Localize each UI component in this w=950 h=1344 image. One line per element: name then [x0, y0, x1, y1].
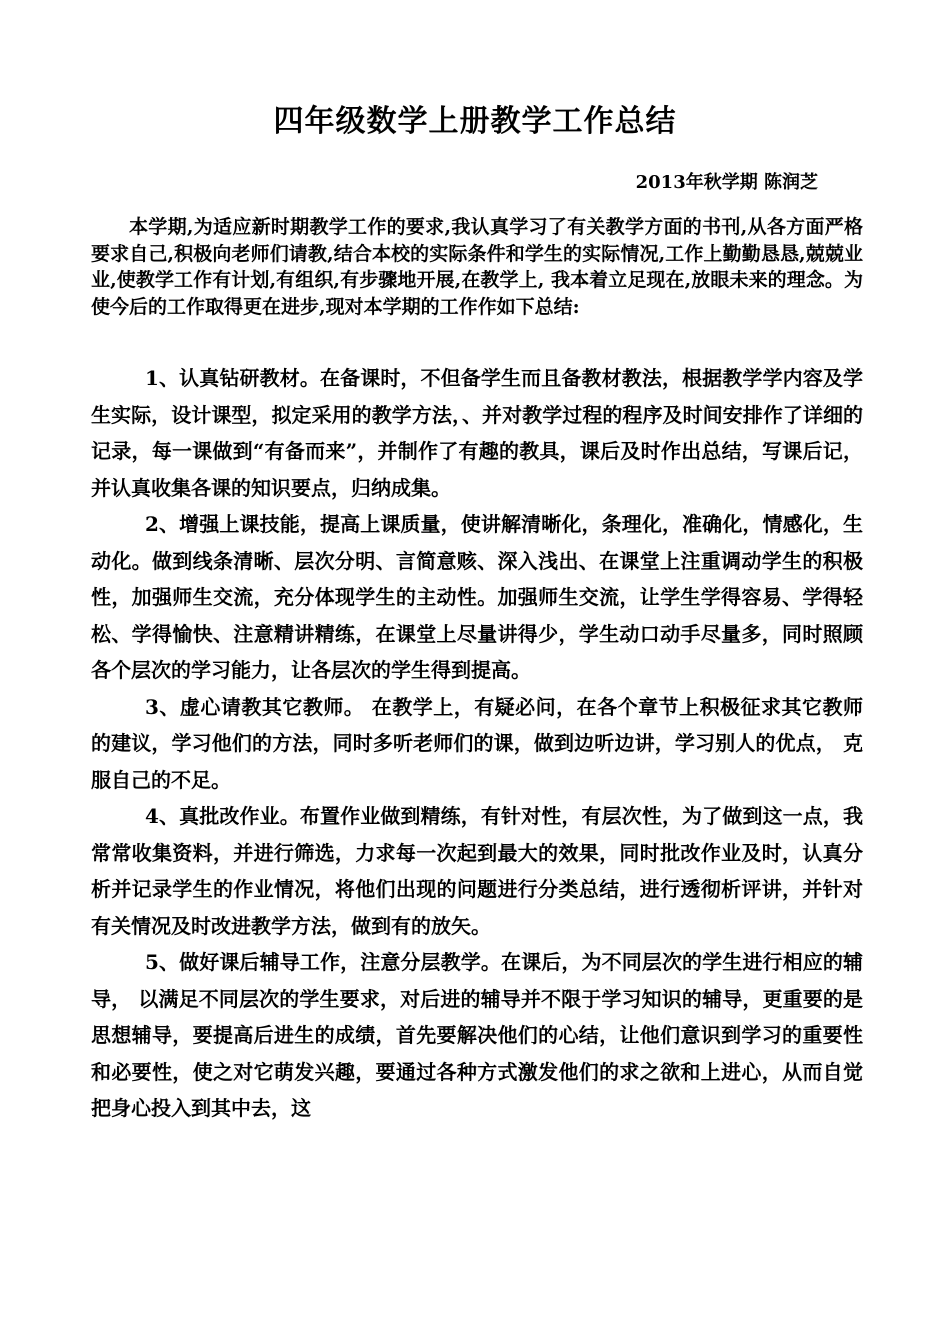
intro-paragraph: 本学期,为适应新时期教学工作的要求,我认真学习了有关教学方面的书刊,从各方面严格要求自己,积极向老师们请教,结合本校的实际条件和学生的实际情况,工作上勤勤恳恳,兢兢业业,使教学工作有计划,有组织,有步骤地开展,在教学上, 我本着立足现在,放眼未来的理念。为使今后的工作取得更在进步,现对本学期的工作作如下总结:: [91, 216, 863, 318]
paragraph-item-3: 3、虚心请教其它教师。 在教学上，有疑必问，在各个章节上积极征求其它教师的建议，学习他们的方法，同时多听老师们的课，做到边听边讲，学习别人的优点， 克服自己的不足。: [91, 694, 863, 792]
paragraph-item-2: 2、增强上课技能，提高上课质量，使讲解清晰化，条理化，准确化，情感化，生动化。做到线条清晰、层次分明、言简意赅、深入浅出、在课堂上注重调动学生的积极性，加强师生交流，充分体现学生的主动性。加强师生交流，让学生学得容易、学得轻松、学得愉快、注意精讲精练，在课堂上尽量讲得少，学生动口动手尽量多，同时照顾各个层次的学习能力，让各层次的学生得到提高。: [91, 512, 863, 682]
paragraph-item-4: 4、真批改作业。布置作业做到精练，有针对性，有层次性，为了做到这一点，我常常收集资料，并进行筛选，力求每一次起到最大的效果，同时批改作业及时，认真分析并记录学生的作业情况，将他们出现的问题进行分类总结，进行透彻析评讲，并针对有关情况及时改进教学方法，做到有的放矢。: [91, 804, 863, 938]
paragraph-item-5: 5、做好课后辅导工作，注意分层教学。在课后，为不同层次的学生进行相应的辅导， 以满足不同层次的学生要求，对后进的辅导并不限于学习知识的辅导，更重要的是思想辅导，要提高后进生的成绩，首先要解决他们的心结，让他们意识到学习的重要性和必要性，使之对它萌发兴趣，要通过各种方式激发他们的求之欲和上进心，从而自觉把身心投入到其中去，这: [91, 950, 863, 1120]
document-title: 四年级数学上册教学工作总结: [273, 104, 677, 139]
document-byline: 2013年秋学期 陈润芝: [635, 172, 818, 193]
paragraph-item-1: 1、认真钻研教材。在备课时，不但备学生而且备教材教法，根据教学学内容及学生实际，设计课型，拟定采用的教学方法，、并对教学过程的程序及时间安排作了详细的记录，每一课做到“有备而来”，并制作了有趣的教具，课后及时作出总结，写课后记，并认真收集各课的知识要点，归纳成集。: [91, 366, 863, 500]
document-body: [91, 360, 863, 1127]
